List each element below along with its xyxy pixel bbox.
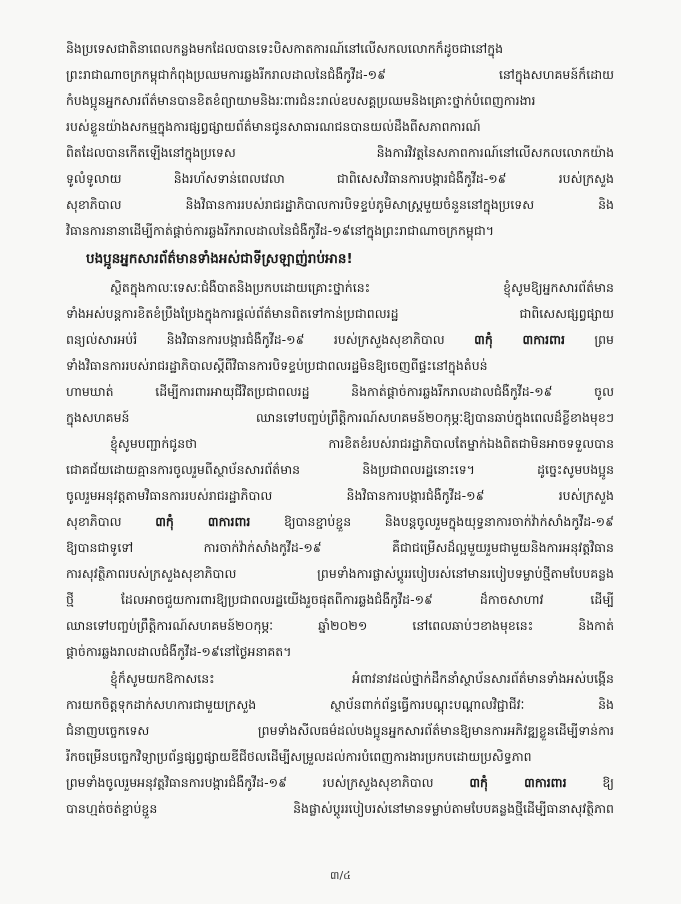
text-line: ព្រមទាំងចូលរួមអនុវត្តវិធានការបង្ការជំងឺកូវីដ-១៩ របស់ក្រសួងសុខាភិបាល ៣កុំ ៣ការពារ ឱ្យ	[66, 775, 614, 790]
text-line: ទូលំទូលាយ និងរហ័សទាន់ពេលវេលា ជាពិសេសវិធានការបង្ការជំងឺកូវីដ-១៩ របស់ក្រសួង	[66, 171, 614, 186]
text-line: ចូលរួមអនុវត្តតាមវិធានការរបស់រាជរដ្ឋាភិបាល និងវិធានការបង្ការជំងឺកូវីដ-១៩ របស់ក្រសួង	[66, 488, 614, 503]
text-line: ការយកចិត្តទុកដាក់សហការជាមួយក្រសួង ស្ថាប័នពាក់ព័ន្ធធ្វើការបណ្តុះបណ្តាលវិជ្ជាជីវៈ និង	[66, 697, 614, 712]
page-number: ៣/៤	[330, 869, 351, 882]
text-line: ផ្តាច់ការឆ្លងរាលដាលជំងឺកូវីដ-១៩នៅថ្ងៃអនាគត។	[66, 644, 292, 659]
text-line: រីកចម្រើនបច្ចេកវិទ្យាប្រព័ន្ធផ្សព្វផ្សាយឌីជីថលដើម្បីសម្រួលដល់ការបំពេញការងារប្រកបដោយប្រសិទ្ធភាព	[66, 749, 532, 764]
emphasis-text: ៣កុំ ៣ការពារ	[469, 775, 567, 790]
text-line: ថ្មី ដែលអាចជួយការពារឱ្យប្រជាពលរដ្ឋយើងរួចផុតពីការឆ្លងជំងឺកូវីដ-១៩ ដ៏កាចសាហាវ ដើម្បី	[66, 592, 614, 607]
text-line: ជំនាញបច្ចេកទេស ព្រមទាំងសីលធម៌ដល់បងប្អូនអ្នកសារព័ត៌មានឱ្យមានការអភិវឌ្ឍខ្លួនដើម្បីទាន់ការ	[66, 723, 614, 738]
text-line: ពិតដែលបានកើតឡើងនៅក្នុងប្រទេស និងការវិវត្តនៃសភាពការណ៍នៅលើសកលលោកយ៉ាង	[66, 145, 614, 160]
section-heading: បងប្អូនអ្នកសារព័ត៌មានទាំងអស់ជាទីស្រឡាញ់រាប់អាន!	[86, 251, 353, 267]
text-line: ទាំងវិធានការរបស់រាជរដ្ឋាភិបាលស្តីពីវិធានការបិទខ្ទប់ប្រជាពលរដ្ឋមិនឱ្យចេញពីផ្ទះនៅក្នុងតំបន់	[66, 358, 488, 373]
text-line: ព្រះរាជាណាចក្រកម្ពុជាកំពុងប្រឈមការឆ្លងរីករាលដាលនៃជំងឺកូវីដ-១៩ នៅក្នុងសហគមន៍ក៏ដោយ	[66, 67, 614, 82]
text-line: និងប្រទេសជាតិនាពេលកន្លងមកដែលបានទេះបិសកាតការណ៍នៅលើសកលលោកក៏ដូចជានៅក្នុង	[66, 41, 504, 56]
text-line: បានហ្មត់ចត់ខ្ជាប់ខ្ជួន និងផ្លាស់ប្តូររបៀបរស់នៅមានទម្លាប់តាមបែបគន្លងថ្មីដើម្បីធានាសុវត្ថិភាព	[66, 801, 614, 816]
text-line: ការសុវត្ថិភាពរបស់ក្រសួងសុខាភិបាល ព្រមទាំងការផ្លាស់ប្តូររបៀបរស់នៅមានរបៀបទម្លាប់ថ្មីតាមបែបគន្លង	[66, 566, 614, 581]
text-line: ឱ្យបានជាទូទៅ ការចាក់វ៉ាក់សាំងកូវីដ-១៩ គឺជាជម្រើសដ៏ល្អមួយរួមជាមួយនិងការអនុវត្តវិធាន	[66, 540, 614, 555]
paragraph-first-line: ខ្ញុំសូមបញ្ជាក់ជូនថា ការខិតខំរបស់រាជរដ្ឋាភិបាលតែម្នាក់ឯងពិតជាមិនអាចទទួលបាន	[110, 436, 614, 451]
text-line: ហាមឃាត់ ដើម្បីការពារអាយុជីវិតប្រជាពលរដ្ឋ និងកាត់ផ្តាច់ការឆ្លងរីករាលដាលជំងឺកូវីដ-១៩ ចូល	[66, 384, 614, 399]
text-line: ជោគជ័យដោយគ្មានការចូលរួមពីស្ថាប័នសារព័ត៌មាន និងប្រជាពលរដ្ឋនោះទេ។ ដូច្នេះសូមបងប្អូន	[66, 462, 614, 477]
text-line: វិធានការនានាដើម្បីកាត់ផ្តាច់ការឆ្លងរីករាលដាលនៃជំងឺកូវីដ-១៩នៅក្នុងព្រះរាជាណាចក្រកម្ពុជា។	[66, 223, 494, 238]
text-line: ឈានទៅបញ្ចប់ព្រឹត្តិការណ៍សហគមន៍២០កុម្ភៈ ឆ្នាំ២០២១ នៅពេលឆាប់ៗខាងមុខនេះ និងកាត់	[66, 618, 614, 633]
text-line: ទាំងអស់បន្តការខិតខំប្រឹងប្រែងក្នុងការផ្តល់ព័ត៌មានពិតទៅកាន់ប្រជាពលរដ្ឋ ជាពិសេសផ្សព្វផ្សាយ	[66, 306, 614, 321]
text-line: សុខាភិបាល ៣កុំ ៣ការពារ ឱ្យបានខ្ជាប់ខ្ជួន និងបន្តចូលរួមក្នុងយុទ្ធនាការចាក់វ៉ាក់សាំងកូវីដ-១៩	[66, 514, 614, 529]
text-line: ក្នុងសហគមន៍ ឈានទៅបញ្ចប់ព្រឹត្តិការណ៍សហគមន៍២០កុម្ភៈឱ្យបានឆាប់ក្នុងពេលដ៏ខ្លីខាងមុខៗ	[66, 410, 614, 425]
emphasis-text: ៣កុំ ៣ការពារ	[155, 514, 251, 529]
text-line: កំបងប្អូនអ្នកសារព័ត៌មានបានខិតខំព្យាយាមនិងរៈពារជំនះរាល់ឧបសគ្គប្រឈមនិងគ្រោះថ្នាក់បំពេញការងារ	[66, 93, 536, 108]
paragraph-first-line: ខ្ញុំក៏សូមយកឱកាសនេះ អំពាវនាវដល់ថ្នាក់ដឹកនាំស្ថាប័នសារព័ត៌មានទាំងអស់បង្កើន	[110, 671, 614, 686]
text-line: សុខាភិបាល និងវិធានការរបស់រាជរដ្ឋាភិបាលការបិទខ្ទប់ភូមិសាស្ត្រមួយចំនួននៅក្នុងប្រទេស និង	[66, 197, 614, 212]
text-line: ពន្យល់សារអប់រំ និងវិធានការបង្ការជំងឺកូវីដ-១៩ របស់ក្រសួងសុខាភិបាល ៣កុំ ៣ការពារ ព្រម	[66, 332, 614, 347]
emphasis-text: ៣កុំ ៣ការពារ	[474, 332, 565, 347]
paragraph-first-line: ស្ថិតក្នុងកាលៈទេសៈជំងឺបាតនិងប្រកបដោយគ្រោះថ្នាក់នេះ ខ្ញុំសូមឱ្យអ្នកសារព័ត៌មាន	[110, 280, 614, 295]
text-line: របស់ខ្លួនយ៉ាងសកម្មក្នុងការផ្សព្វផ្សាយព័ត៌មានជូនសាធារណជនបានយល់ដឹងពីសភាពការណ៍	[66, 119, 481, 134]
